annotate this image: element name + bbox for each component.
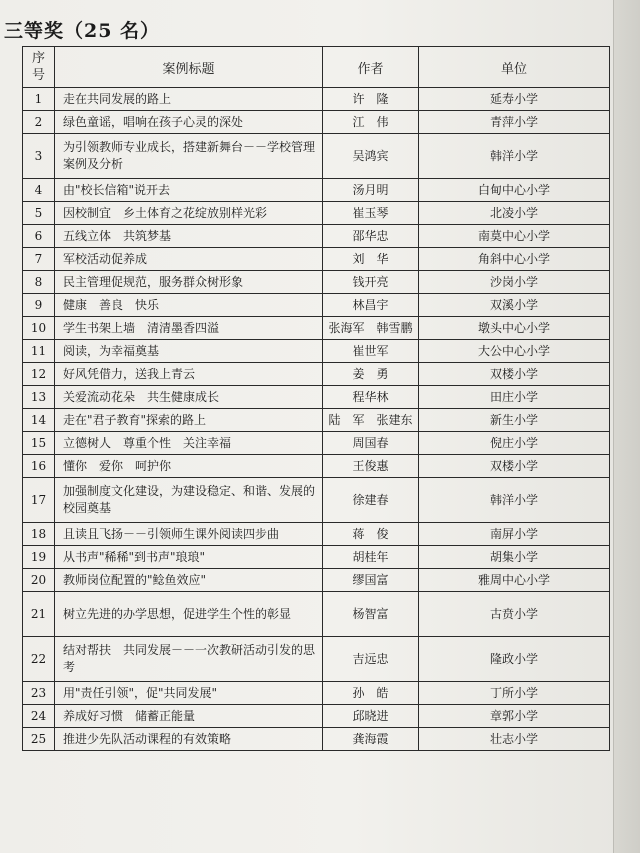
table-row [23,569,610,592]
cell-author: 陆 军 张建东 [323,409,419,432]
table-row [23,728,610,751]
table-row [23,705,610,728]
table-row [23,340,610,363]
cell-no: 22 [23,637,55,682]
cell-title: 为引领教师专业成长，搭建新舞台－－学校管理案例及分析 [55,134,323,179]
cell-author: 江 伟 [323,111,419,134]
cell-author: 胡桂年 [323,546,419,569]
cell-author: 许 隆 [323,88,419,111]
cell-title: 教师岗位配置的"鲶鱼效应" [55,569,323,592]
cell-no: 8 [23,271,55,294]
cell-title: 阅读，为幸福奠基 [55,340,323,363]
cell-title: 绿色童谣，唱响在孩子心灵的深处 [55,111,323,134]
cell-unit: 南莫中心小学 [419,225,610,248]
cell-title: 军校活动促养成 [55,248,323,271]
cell-title: 且读且飞扬－－引领师生课外阅读四步曲 [55,523,323,546]
table-row [23,294,610,317]
table-row [23,637,610,682]
cell-title: 用"责任引领"，促"共同发展" [55,682,323,705]
cell-author: 邵华忠 [323,225,419,248]
table-row [23,523,610,546]
cell-unit: 胡集小学 [419,546,610,569]
cell-unit: 倪庄小学 [419,432,610,455]
cell-no: 3 [23,134,55,179]
cell-unit: 青萍小学 [419,111,610,134]
cell-no: 19 [23,546,55,569]
cell-no: 5 [23,202,55,225]
table-row [23,225,610,248]
cell-no: 4 [23,179,55,202]
header-unit: 单位 [419,47,610,88]
cell-title: 懂你 爱你 呵护你 [55,455,323,478]
cell-unit: 新生小学 [419,409,610,432]
cell-title: 健康 善良 快乐 [55,294,323,317]
adjacent-page-edge [613,0,640,853]
cell-no: 7 [23,248,55,271]
table-header-row [23,47,610,88]
cell-unit: 丁所小学 [419,682,610,705]
cell-author: 杨智富 [323,592,419,637]
cell-no: 9 [23,294,55,317]
table-row [23,546,610,569]
cell-no: 15 [23,432,55,455]
cell-unit: 双楼小学 [419,455,610,478]
cell-title: 学生书架上墙 清清墨香四溢 [55,317,323,340]
cell-no: 13 [23,386,55,409]
cell-author: 钱开亮 [323,271,419,294]
cell-unit: 沙岗小学 [419,271,610,294]
cell-unit: 古贲小学 [419,592,610,637]
section-heading: 三等奖（25 名） [4,20,161,42]
cell-author: 龚海霞 [323,728,419,751]
cell-unit: 隆政小学 [419,637,610,682]
cell-author: 周国春 [323,432,419,455]
cell-author: 刘 华 [323,248,419,271]
cell-unit: 大公中心小学 [419,340,610,363]
table-row [23,202,610,225]
cell-author: 邱晓进 [323,705,419,728]
cell-author: 徐建春 [323,478,419,523]
cell-no: 2 [23,111,55,134]
cell-author: 吉远忠 [323,637,419,682]
table-row [23,134,610,179]
cell-author: 崔世军 [323,340,419,363]
table-row [23,455,610,478]
table-row [23,409,610,432]
cell-title: 好风凭借力，送我上青云 [55,363,323,386]
cell-author: 张海军 韩雪鹏 [323,317,419,340]
header-no-line1: 序 [31,51,45,66]
cell-title: 民主管理促规范，服务群众树形象 [55,271,323,294]
cell-title: 从书声"稀稀"到书声"琅琅" [55,546,323,569]
cell-title: 五线立体 共筑梦基 [55,225,323,248]
cell-title: 由"校长信箱"说开去 [55,179,323,202]
cell-title: 走在"君子教育"探索的路上 [55,409,323,432]
cell-title: 走在共同发展的路上 [55,88,323,111]
cell-no: 11 [23,340,55,363]
cell-no: 18 [23,523,55,546]
cell-no: 6 [23,225,55,248]
table-row [23,317,610,340]
cell-no: 24 [23,705,55,728]
cell-author: 汤月明 [323,179,419,202]
header-no-line2: 号 [31,68,45,83]
cell-author: 姜 勇 [323,363,419,386]
header-author: 作者 [323,47,419,88]
cell-unit: 韩洋小学 [419,134,610,179]
table-row [23,386,610,409]
cell-unit: 雅周中心小学 [419,569,610,592]
cell-no: 17 [23,478,55,523]
table-row [23,111,610,134]
cell-title: 推进少先队活动课程的有效策略 [55,728,323,751]
cell-title: 关爱流动花朵 共生健康成长 [55,386,323,409]
awards-table [22,46,610,751]
cell-unit: 角斜中心小学 [419,248,610,271]
table-row [23,248,610,271]
cell-unit: 北凌小学 [419,202,610,225]
cell-author: 王俊惠 [323,455,419,478]
cell-title: 结对帮扶 共同发展－－一次教研活动引发的思考 [55,637,323,682]
cell-unit: 田庄小学 [419,386,610,409]
cell-no: 21 [23,592,55,637]
cell-title: 养成好习惯 储蓄正能量 [55,705,323,728]
header-title: 案例标题 [55,47,323,88]
cell-author: 崔玉琴 [323,202,419,225]
cell-no: 14 [23,409,55,432]
cell-title: 因校制宜 乡土体育之花绽放别样光彩 [55,202,323,225]
cell-unit: 白甸中心小学 [419,179,610,202]
cell-no: 20 [23,569,55,592]
cell-unit: 章郭小学 [419,705,610,728]
cell-author: 吴鸿宾 [323,134,419,179]
cell-title: 加强制度文化建设，为建设稳定、和谐、发展的校园奠基 [55,478,323,523]
cell-author: 缪国富 [323,569,419,592]
table-row [23,271,610,294]
table-row [23,88,610,111]
table-row [23,363,610,386]
cell-author: 程华林 [323,386,419,409]
cell-title: 立德树人 尊重个性 关注幸福 [55,432,323,455]
table-row [23,432,610,455]
header-no [23,47,55,88]
table-row [23,682,610,705]
cell-unit: 壮志小学 [419,728,610,751]
table-row [23,592,610,637]
cell-author: 蒋 俊 [323,523,419,546]
cell-no: 16 [23,455,55,478]
cell-unit: 双溪小学 [419,294,610,317]
cell-unit: 南屏小学 [419,523,610,546]
cell-author: 林昌宇 [323,294,419,317]
cell-title: 树立先进的办学思想，促进学生个性的彰显 [55,592,323,637]
cell-unit: 韩洋小学 [419,478,610,523]
cell-no: 23 [23,682,55,705]
cell-no: 25 [23,728,55,751]
cell-unit: 延寿小学 [419,88,610,111]
cell-unit: 墩头中心小学 [419,317,610,340]
cell-no: 12 [23,363,55,386]
cell-unit: 双楼小学 [419,363,610,386]
table-row [23,478,610,523]
table-row [23,179,610,202]
cell-no: 1 [23,88,55,111]
cell-author: 孙 皓 [323,682,419,705]
cell-no: 10 [23,317,55,340]
table-body [23,88,610,751]
